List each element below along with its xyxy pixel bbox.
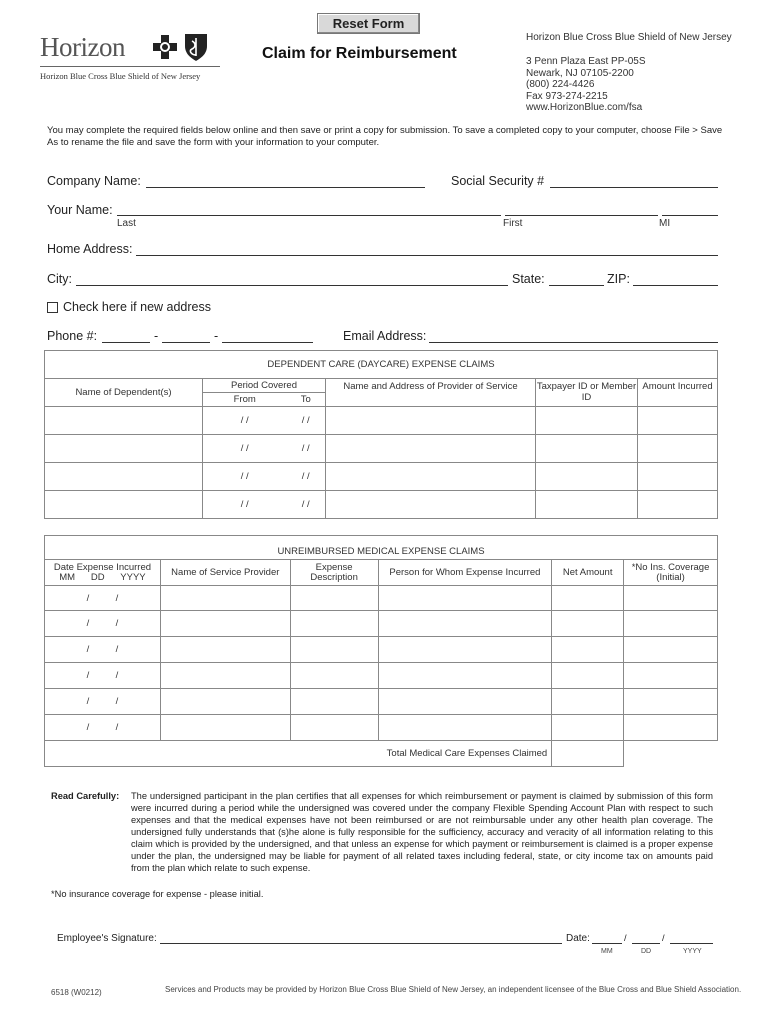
ssn-label: Social Security # bbox=[451, 174, 545, 188]
address-line: Newark, NJ 07105-2200 bbox=[526, 67, 634, 79]
dependent-row bbox=[45, 407, 718, 435]
medical-initial-cell[interactable] bbox=[624, 663, 718, 689]
horizon-logo bbox=[40, 32, 125, 63]
from-date-cell[interactable]: / / bbox=[203, 463, 287, 491]
medical-row bbox=[45, 689, 718, 715]
taxpayer-cell[interactable] bbox=[536, 435, 638, 463]
col-person: Person for Whom Expense Incurred bbox=[378, 560, 552, 586]
intro-text: You may complete the required fields below online and then save or print a copy for submission. To save a completed copy to your computer, choose File > Save As to rename the file and save the form with your information to your computer. bbox=[47, 125, 723, 148]
reset-form-button[interactable]: Reset Form bbox=[317, 13, 420, 34]
col-period-covered: Period Covered bbox=[203, 379, 326, 393]
from-date-cell[interactable]: / / bbox=[203, 435, 287, 463]
date-dd-field[interactable] bbox=[632, 943, 660, 944]
provider-cell[interactable] bbox=[326, 435, 536, 463]
city-label: City: bbox=[47, 272, 72, 286]
medical-person-cell[interactable] bbox=[378, 611, 552, 637]
medical-provider-cell[interactable] bbox=[160, 689, 290, 715]
email-label: Email Address: bbox=[343, 329, 427, 343]
date-yyyy-label: YYYY bbox=[683, 948, 702, 955]
col-to: To bbox=[286, 393, 325, 407]
city-field[interactable] bbox=[76, 285, 508, 286]
medical-expense-cell[interactable] bbox=[290, 586, 378, 611]
col-provider: Name and Address of Provider of Service bbox=[326, 379, 536, 407]
medical-expense-cell[interactable] bbox=[290, 689, 378, 715]
col-date-label: Date Expense Incurred bbox=[53, 561, 152, 573]
total-label: Total Medical Care Expenses Claimed bbox=[45, 741, 552, 767]
address-line: Fax 973-274-2215 bbox=[526, 90, 608, 102]
no-insurance-note: *No insurance coverage for expense - please initial. bbox=[51, 889, 264, 899]
date-dd-label: DD bbox=[641, 948, 652, 955]
medical-net-cell[interactable] bbox=[552, 689, 624, 715]
medical-row bbox=[45, 637, 718, 663]
dependent-name-cell[interactable] bbox=[45, 491, 203, 519]
date-yyyy-field[interactable] bbox=[670, 943, 713, 944]
medical-provider-cell[interactable] bbox=[160, 611, 290, 637]
medical-total-row bbox=[45, 741, 718, 767]
home-address-field[interactable] bbox=[136, 255, 718, 256]
col-taxpayer-id: Taxpayer ID or Member ID bbox=[536, 379, 638, 407]
phone-line-field[interactable] bbox=[222, 342, 313, 343]
medical-expense-cell[interactable] bbox=[290, 637, 378, 663]
read-carefully-label: Read Carefully: bbox=[51, 791, 120, 801]
address-line: (800) 224-4426 bbox=[526, 79, 595, 90]
medical-provider-cell[interactable] bbox=[160, 715, 290, 741]
form-title: Claim for Reimbursement bbox=[262, 45, 457, 62]
date-mm-label: MM bbox=[601, 948, 613, 955]
col-dependent-name: Name of Dependent(s) bbox=[45, 379, 203, 407]
medical-row bbox=[45, 611, 718, 637]
company-name-header: Horizon Blue Cross Blue Shield of New Jersey bbox=[526, 32, 732, 43]
amount-cell[interactable] bbox=[638, 435, 718, 463]
last-name-field[interactable] bbox=[117, 215, 501, 216]
medical-initial-cell[interactable] bbox=[624, 689, 718, 715]
medical-person-cell[interactable] bbox=[378, 663, 552, 689]
medical-person-cell[interactable] bbox=[378, 689, 552, 715]
first-label: First bbox=[503, 218, 523, 229]
provider-cell[interactable] bbox=[326, 407, 536, 435]
mi-field[interactable] bbox=[662, 215, 718, 216]
phone-area-field[interactable] bbox=[102, 342, 150, 343]
first-name-field[interactable] bbox=[505, 215, 658, 216]
zip-label: ZIP: bbox=[607, 272, 630, 286]
provider-cell[interactable] bbox=[326, 463, 536, 491]
zip-field[interactable] bbox=[633, 285, 718, 286]
to-date-cell[interactable]: / / bbox=[286, 435, 325, 463]
medical-provider-cell[interactable] bbox=[160, 586, 290, 611]
total-empty-cell bbox=[624, 741, 718, 767]
ssn-field[interactable] bbox=[550, 187, 718, 188]
phone-prefix-field[interactable] bbox=[162, 342, 210, 343]
dependent-row bbox=[45, 435, 718, 463]
medical-person-cell[interactable] bbox=[378, 586, 552, 611]
signature-label: Employee's Signature: bbox=[57, 933, 157, 944]
col-expense-description: Expense Description bbox=[290, 560, 378, 586]
mi-label: MI bbox=[659, 218, 671, 229]
medical-expense-cell[interactable] bbox=[290, 663, 378, 689]
medical-date-cell[interactable]: / / bbox=[45, 663, 161, 689]
dependent-name-cell[interactable] bbox=[45, 407, 203, 435]
form-code: 6518 (W0212) bbox=[51, 988, 102, 997]
medical-date-cell[interactable]: / / bbox=[45, 586, 161, 611]
taxpayer-cell[interactable] bbox=[536, 491, 638, 519]
medical-person-cell[interactable] bbox=[378, 637, 552, 663]
date-sep: / bbox=[662, 933, 665, 943]
medical-provider-cell[interactable] bbox=[160, 637, 290, 663]
amount-cell[interactable] bbox=[638, 463, 718, 491]
company-address bbox=[526, 56, 646, 114]
from-date-cell[interactable]: / / bbox=[203, 407, 287, 435]
medical-date-cell[interactable]: / / bbox=[45, 689, 161, 715]
dependent-row bbox=[45, 463, 718, 491]
dependent-name-cell[interactable] bbox=[45, 463, 203, 491]
logo-word: Horizon bbox=[40, 32, 125, 62]
taxpayer-cell[interactable] bbox=[536, 407, 638, 435]
medical-date-cell[interactable]: / / bbox=[45, 611, 161, 637]
address-line: 3 Penn Plaza East PP-05S bbox=[526, 56, 646, 67]
medical-expense-cell[interactable] bbox=[290, 611, 378, 637]
signature-field[interactable] bbox=[160, 943, 562, 944]
medical-row bbox=[45, 586, 718, 611]
col-from: From bbox=[203, 393, 287, 407]
medical-row bbox=[45, 663, 718, 689]
blue-cross-icon bbox=[152, 34, 178, 65]
date-mm-field[interactable] bbox=[592, 943, 622, 944]
company-name-label: Company Name: bbox=[47, 174, 141, 188]
provider-cell[interactable] bbox=[326, 491, 536, 519]
your-name-label: Your Name: bbox=[47, 203, 113, 217]
medical-expense-cell[interactable] bbox=[290, 715, 378, 741]
phone-label: Phone #: bbox=[47, 329, 98, 343]
medical-person-cell[interactable] bbox=[378, 715, 552, 741]
date-sep: / bbox=[624, 933, 627, 943]
dependent-name-cell[interactable] bbox=[45, 435, 203, 463]
medical-initial-cell[interactable] bbox=[624, 715, 718, 741]
new-address-label: Check here if new address bbox=[63, 300, 211, 314]
address-line: www.HorizonBlue.com/fsa bbox=[526, 102, 643, 113]
dependent-care-title: DEPENDENT CARE (DAYCARE) EXPENSE CLAIMS bbox=[45, 351, 718, 379]
amount-cell[interactable] bbox=[638, 491, 718, 519]
medical-initial-cell[interactable] bbox=[624, 586, 718, 611]
date-label: Date: bbox=[566, 933, 590, 944]
medical-net-cell[interactable] bbox=[552, 611, 624, 637]
to-date-cell[interactable]: / / bbox=[286, 463, 325, 491]
footer-disclaimer: Services and Products may be provided by Horizon Blue Cross Blue Shield of New Jersey, an independent licensee of the Blue Cross and Blue Shield Association. bbox=[165, 985, 742, 994]
medical-title: UNREIMBURSED MEDICAL EXPENSE CLAIMS bbox=[45, 536, 718, 560]
new-address-checkbox[interactable] bbox=[47, 302, 58, 313]
phone-dash: - bbox=[154, 329, 159, 343]
col-service-provider: Name of Service Provider bbox=[160, 560, 290, 586]
medical-net-cell[interactable] bbox=[552, 637, 624, 663]
home-address-label: Home Address: bbox=[47, 242, 133, 256]
col-date-incurred bbox=[45, 560, 161, 586]
col-amount-incurred: Amount Incurred bbox=[638, 379, 718, 407]
medical-net-cell[interactable] bbox=[552, 586, 624, 611]
medical-expense-table bbox=[44, 535, 718, 767]
company-name-field[interactable] bbox=[146, 187, 425, 188]
col-date-sub: MM DD YYYY bbox=[59, 571, 146, 583]
logo-tagline: Horizon Blue Cross Blue Shield of New Jersey bbox=[40, 71, 201, 81]
to-date-cell[interactable]: / / bbox=[286, 491, 325, 519]
state-field[interactable] bbox=[549, 285, 604, 286]
blue-shield-icon bbox=[183, 32, 209, 67]
medical-initial-cell[interactable] bbox=[624, 611, 718, 637]
phone-dash: - bbox=[214, 329, 219, 343]
last-label: Last bbox=[117, 218, 136, 229]
certification-text: The undersigned participant in the plan certifies that all expenses for which reimbursement or payment is claimed by submission of this form were incurred during a period while the undersigned was covered under the company Flexible Spending Account Plan with respect to such expenses and that the medical expenses have not been reimbursed or are not reimbursable under any other health plan coverage. The undersigned fully understands that (s)he alone is fully responsible for the sufficiency, accuracy and veracity of all information relating to this claim which is provided by the undersigned, and that unless an expense for which payment or reimbursement is claimed is a proper expense under the plan, the undersigned may be liable for payment of all related taxes including federal, state, or city income tax on amounts paid from the plan which relate to such expense. bbox=[131, 791, 713, 873]
amount-cell[interactable] bbox=[638, 407, 718, 435]
medical-row bbox=[45, 715, 718, 741]
taxpayer-cell[interactable] bbox=[536, 463, 638, 491]
email-field[interactable] bbox=[429, 342, 718, 343]
medical-date-cell[interactable]: / / bbox=[45, 715, 161, 741]
medical-net-cell[interactable] bbox=[552, 715, 624, 741]
to-date-cell[interactable]: / / bbox=[286, 407, 325, 435]
from-date-cell[interactable]: / / bbox=[203, 491, 287, 519]
col-net-amount: Net Amount bbox=[552, 560, 624, 586]
col-no-insurance: *No Ins. Coverage (Initial) bbox=[624, 560, 718, 586]
medical-net-cell[interactable] bbox=[552, 663, 624, 689]
medical-provider-cell[interactable] bbox=[160, 663, 290, 689]
dependent-care-table bbox=[44, 350, 718, 519]
dependent-row bbox=[45, 491, 718, 519]
medical-date-cell[interactable]: / / bbox=[45, 637, 161, 663]
state-label: State: bbox=[512, 272, 545, 286]
medical-initial-cell[interactable] bbox=[624, 637, 718, 663]
total-net-cell[interactable] bbox=[552, 741, 624, 767]
